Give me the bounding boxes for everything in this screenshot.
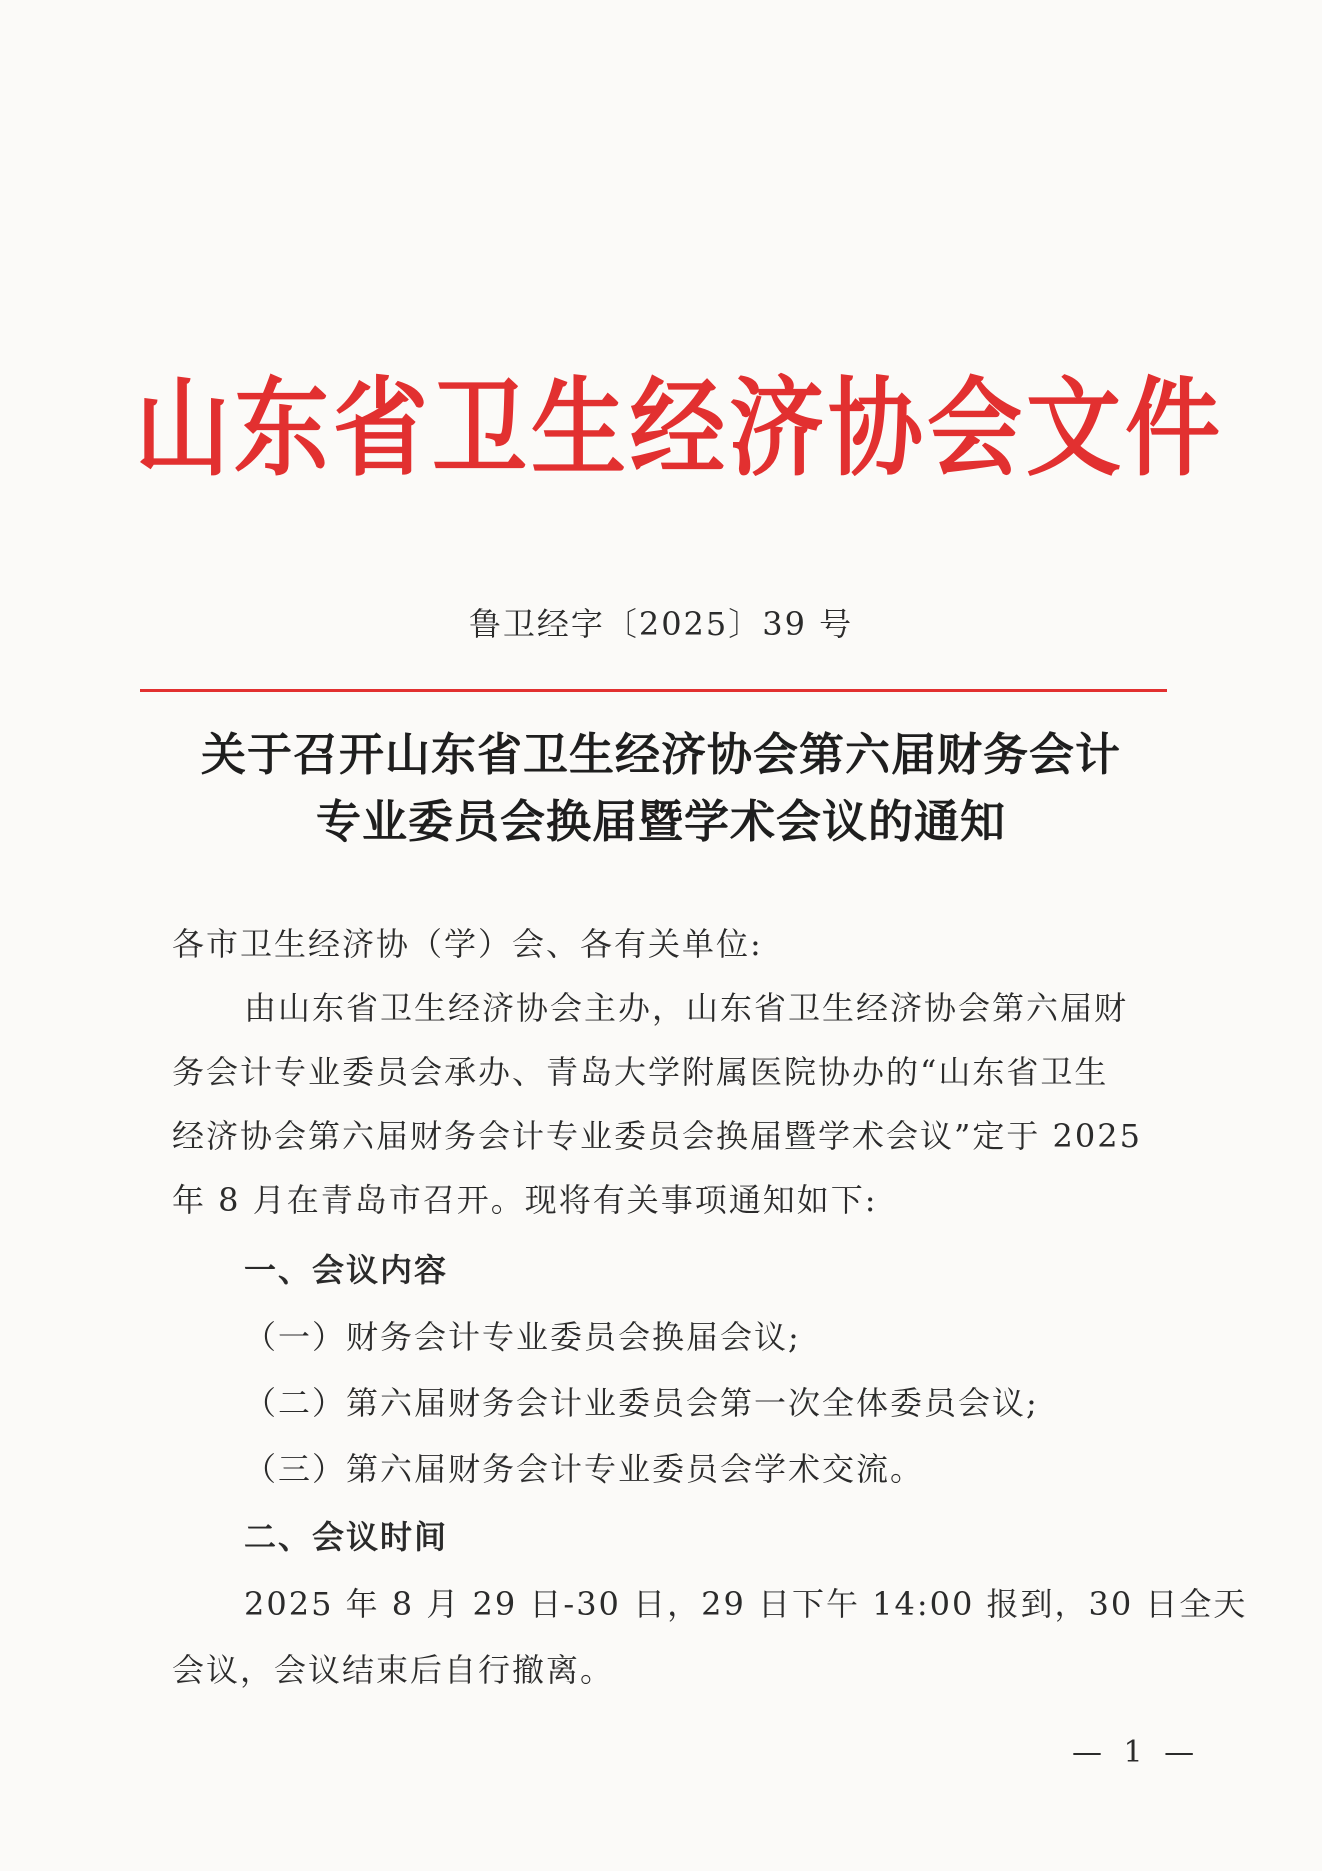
time-line-2: 会议，会议结束后自行撤离。 — [172, 1651, 615, 1689]
section-heading-time: 二、会议时间 — [244, 1518, 449, 1556]
masthead-title: 山东省卫生经济协会文件 — [135, 366, 1225, 491]
time-line-1: 2025 年 8 月 29 日-30 日，29 日下午 14:00 报到，30 日全天 — [244, 1585, 1248, 1623]
intro-paragraph-line-2: 务会计专业委员会承办、青岛大学附属医院协办的“山东省卫生 — [172, 1053, 1109, 1091]
content-item-1: （一）财务会计专业委员会换届会议; — [244, 1318, 801, 1356]
notice-title-line-2: 专业委员会换届暨学术会议的通知 — [315, 795, 1006, 848]
red-divider-line — [140, 689, 1167, 692]
document-number: 鲁卫经字〔2025〕39 号 — [468, 605, 854, 643]
salutation: 各市卫生经济协（学）会、各有关单位: — [172, 925, 763, 963]
intro-paragraph-line-3: 经济协会第六届财务会计专业委员会换届暨学术会议”定于 2025 — [172, 1117, 1142, 1155]
page-number: — 1 — — [1072, 1735, 1201, 1770]
section-heading-content: 一、会议内容 — [244, 1251, 449, 1289]
intro-paragraph-line-4: 年 8 月在青岛市召开。现将有关事项通知如下: — [172, 1181, 878, 1219]
intro-paragraph-line-1: 由山东省卫生经济协会主办，山东省卫生经济协会第六届财 — [244, 989, 1129, 1027]
content-item-2: （二）第六届财务会计业委员会第一次全体委员会议; — [244, 1384, 1039, 1422]
content-item-3: （三）第六届财务会计专业委员会学术交流。 — [244, 1450, 925, 1488]
notice-title-line-1: 关于召开山东省卫生经济协会第六届财务会计 — [200, 728, 1121, 781]
